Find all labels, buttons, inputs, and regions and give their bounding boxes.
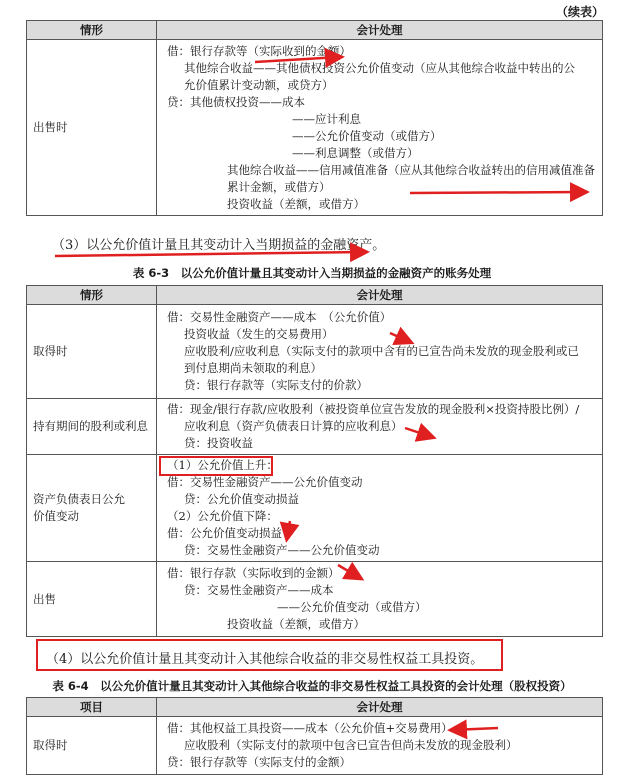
entry-line: 应收股利（实际支付的款项中包含已宣告但尚未发放的现金股利）: [184, 738, 518, 752]
table-6-4-caption: 表 6-4 以公允价值计量且其变动计入其他综合收益的非交易性权益工具投资的会计处理（股权投资）: [52, 679, 572, 693]
continued-label: （续表）: [555, 5, 604, 19]
row-label: 持有期间的股利或利息: [27, 399, 157, 455]
arrow-icon: [287, 521, 290, 538]
header-accounting: 会计处理: [157, 698, 603, 717]
row-label: 出售时: [27, 40, 157, 216]
entry-line: 允价值累计变动额，或贷方）: [184, 77, 334, 92]
header-situation: 情形: [27, 21, 157, 40]
entry-line: 投资收益（发生的交易费用）: [184, 327, 334, 341]
entry-line: 借：公允价值变动损益: [167, 526, 282, 540]
entry-line: ——公允价值变动（或借方）: [292, 128, 442, 143]
entry-line: 借：现金/银行存款/应收股利（被投资单位宣告发放的现金股利×投资持股比例）/: [167, 402, 580, 416]
entry-line: ——利息调整（或借方）: [292, 145, 419, 160]
entry-line: 贷：交易性金融资产——公允价值变动: [184, 543, 380, 557]
entry-line: 其他综合收益——其他债权投资公允价值变动（应从其他综合收益中转出的公: [184, 60, 575, 75]
arrow-icon: [410, 192, 585, 193]
header-item: 项目: [27, 698, 157, 717]
arrow-icon: [405, 428, 432, 437]
entry-line: 贷：银行存款等（实际支付的价款）: [184, 378, 368, 392]
table-6-3-caption: 表 6-3 以公允价值计量且其变动计入当期损益的金融资产的账务处理: [132, 266, 492, 280]
entry-line: 贷：公允价值变动损益: [184, 492, 299, 506]
row-label: 出售: [27, 562, 157, 637]
arrow-icon: [255, 57, 340, 62]
entry-line: 借：交易性金融资产——成本 （公允价值）: [167, 310, 392, 324]
entry-line: 应收股利/应收利息（实际支付的款项中含有的已宣告尚未发放的现金股利或已: [184, 344, 579, 358]
paragraph-4: （4）以公允价值计量且其变动计入其他综合收益的非交易性权益工具投资。: [46, 652, 484, 667]
header-accounting: 会计处理: [157, 21, 603, 40]
entry-line: ——公允价值变动（或借方）: [277, 600, 427, 614]
entry-line: （2）公允价值下降：: [167, 509, 278, 523]
arrow-icon: [390, 333, 410, 342]
arrow-icon: [452, 728, 498, 730]
entry-line: 借：交易性金融资产——公允价值变动: [167, 475, 363, 489]
header-accounting: 会计处理: [157, 286, 603, 305]
entry-line: 贷：其他债权投资——成本: [167, 94, 305, 109]
entry-line: 应收利息（资产负债表日计算的应收利息）: [184, 419, 403, 433]
paragraph-3: （3）以公允价值计量且其变动计入当期损益的金融资产。: [52, 238, 386, 253]
entry-line: 贷：银行存款等（实际支付的金额）: [167, 755, 351, 769]
row-label: 资产负债表日公允价值变动: [27, 455, 157, 562]
entry-line: 贷：交易性金融资产——成本: [184, 583, 334, 597]
entry-line: 借：其他权益工具投资——成本（公允价值+交易费用）: [167, 721, 453, 735]
entry-line: 其他综合收益——信用减值准备（应从其他综合收益转出的信用减值准备: [227, 162, 595, 177]
entry-line: （1）公允价值上升：: [167, 458, 278, 472]
entry-line: 投资收益（差额，或借方）: [227, 617, 365, 631]
entry-line: 贷：投资收益: [184, 436, 253, 450]
header-situation: 情形: [27, 286, 157, 305]
arrow-icon: [338, 565, 360, 578]
entry-line: 借：银行存款等（实际收到的金额）: [167, 43, 351, 58]
arrow-icon: [55, 252, 365, 256]
row-label: 取得时: [27, 305, 157, 399]
entry-line: 借：银行存款（实际收到的金额）: [167, 566, 340, 580]
entry-line: 投资收益（差额，或借方）: [227, 196, 365, 211]
entry-line: 累计金额，或借方）: [227, 179, 331, 194]
entry-line: 到付息期尚未领取的利息）: [184, 361, 322, 375]
entry-line: ——应计利息: [292, 111, 361, 126]
row-label: 取得时: [27, 717, 157, 775]
